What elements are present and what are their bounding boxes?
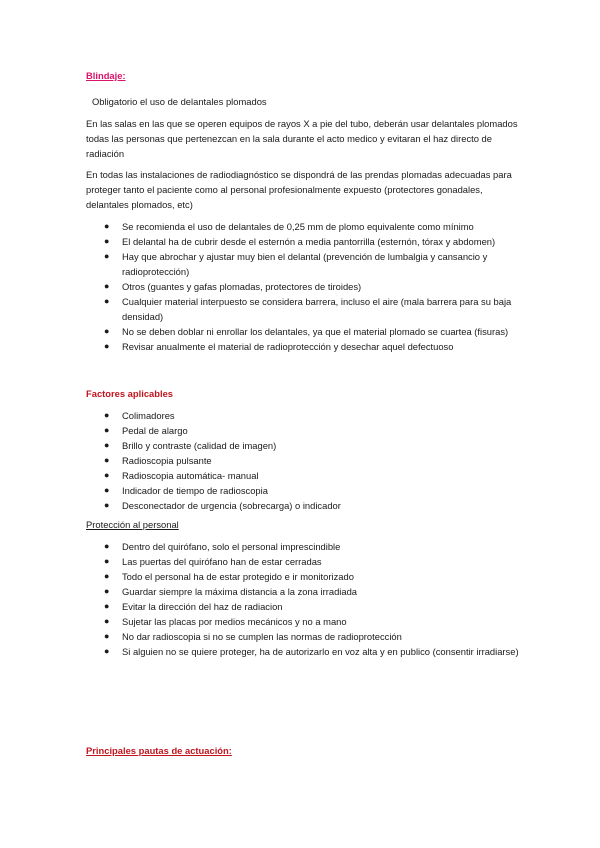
proteccion-list-block bbox=[86, 539, 526, 659]
blindaje-intro-block bbox=[86, 94, 526, 109]
list-item-text: Todo el personal ha de estar protegido e ir monitorizado bbox=[122, 571, 354, 582]
bullet-icon: ● bbox=[104, 425, 110, 435]
bullet-icon: ● bbox=[104, 571, 110, 581]
list-item-text: Si alguien no se quiere proteger, ha de autorizarlo en voz alta y en publico (consentir irradiarse) bbox=[122, 646, 519, 657]
list-item bbox=[86, 644, 526, 659]
list-item-text: Pedal de alargo bbox=[122, 425, 188, 436]
bullet-icon: ● bbox=[104, 485, 110, 495]
list-item-text: Desconectador de urgencia (sobrecarga) o indicador bbox=[122, 500, 341, 511]
blindaje-paragraph-2-block bbox=[86, 167, 526, 212]
list-item-text: Cualquier material interpuesto se considera barrera, incluso el aire (mala barrera para su baja densidad) bbox=[122, 296, 512, 322]
bullet-icon: ● bbox=[104, 601, 110, 611]
bullet-icon: ● bbox=[104, 221, 110, 231]
list-item bbox=[86, 219, 526, 234]
list-item bbox=[86, 339, 526, 354]
list-item-text: Otros (guantes y gafas plomadas, protectores de tiroides) bbox=[122, 281, 362, 292]
list-item bbox=[86, 438, 526, 453]
list-item-text: Indicador de tiempo de radioscopia bbox=[122, 485, 268, 496]
bullet-icon: ● bbox=[104, 236, 110, 246]
bullet-icon: ● bbox=[104, 631, 110, 641]
bullet-icon: ● bbox=[104, 500, 110, 510]
blindaje-list bbox=[86, 219, 526, 354]
bullet-icon: ● bbox=[104, 281, 110, 291]
bullet-icon: ● bbox=[104, 341, 110, 351]
list-item-text: Se recomienda el uso de delantales de 0,25 mm de plomo equivalente como mínimo bbox=[122, 221, 474, 232]
blindaje-paragraph-1: En las salas en las que se operen equipos de rayos X a pie del tubo, deberán usar delantales plomados todas las personas que pertenezcan en la sala durante el acto medico y evitaran el haz directo de radiación bbox=[86, 118, 518, 159]
heading-factores: Factores aplicables bbox=[86, 388, 174, 399]
section-blindaje bbox=[86, 68, 526, 83]
list-item bbox=[86, 468, 526, 483]
bullet-icon: ● bbox=[104, 455, 110, 465]
list-item-text: Hay que abrochar y ajustar muy bien el delantal (prevención de lumbalgia y cansancio y radioprotección) bbox=[122, 251, 488, 277]
proteccion-list bbox=[86, 539, 526, 659]
list-item-text: No dar radioscopia si no se cumplen las normas de radioprotección bbox=[122, 631, 402, 642]
list-item bbox=[86, 279, 526, 294]
list-item-text: Guardar siempre la máxima distancia a la zona irradiada bbox=[122, 586, 358, 597]
list-item bbox=[86, 539, 526, 554]
list-item-text: Colimadores bbox=[122, 410, 175, 421]
bullet-icon: ● bbox=[104, 251, 110, 261]
list-item bbox=[86, 498, 526, 513]
section-pautas bbox=[86, 743, 526, 758]
list-item-text: Las puertas del quirófano han de estar cerradas bbox=[122, 556, 322, 567]
list-item-text: Revisar anualmente el material de radioprotección y desechar aquel defectuoso bbox=[122, 341, 454, 352]
list-item bbox=[86, 423, 526, 438]
list-item bbox=[86, 483, 526, 498]
list-item bbox=[86, 554, 526, 569]
bullet-icon: ● bbox=[104, 586, 110, 596]
heading-blindaje: Blindaje: bbox=[86, 70, 126, 81]
bullet-icon: ● bbox=[104, 410, 110, 420]
list-item bbox=[86, 324, 526, 339]
blindaje-list-block bbox=[86, 219, 526, 354]
list-item bbox=[86, 599, 526, 614]
list-item-text: No se deben doblar ni enrollar los delantales, ya que el material plomado se cuartea (fisuras) bbox=[122, 326, 509, 337]
list-item-text: El delantal ha de cubrir desde el esternón a media pantorrilla (esternón, tórax y abdomen) bbox=[122, 236, 496, 247]
list-item-text: Evitar la dirección del haz de radiacion bbox=[122, 601, 283, 612]
list-item-text: Radioscopia pulsante bbox=[122, 455, 212, 466]
section-factores bbox=[86, 386, 526, 401]
blindaje-paragraph-2: En todas las instalaciones de radiodiagnóstico se dispondrá de las prendas plomadas adecuadas para proteger tanto el paciente como al personal profesionalmente expuesto (protectores gonadales, delantales plomados, etc) bbox=[86, 169, 512, 210]
heading-proteccion: Protección al personal bbox=[86, 519, 179, 530]
list-item-text: Brillo y contraste (calidad de imagen) bbox=[122, 440, 277, 451]
blindaje-paragraph-1-block bbox=[86, 116, 526, 161]
factores-list-block bbox=[86, 408, 526, 513]
list-item bbox=[86, 569, 526, 584]
list-item-text: Radioscopia automática- manual bbox=[122, 470, 259, 481]
bullet-icon: ● bbox=[104, 470, 110, 480]
bullet-icon: ● bbox=[104, 616, 110, 626]
blindaje-intro: Obligatorio el uso de delantales plomados bbox=[92, 96, 267, 107]
bullet-icon: ● bbox=[104, 556, 110, 566]
section-proteccion bbox=[86, 517, 526, 532]
list-item-text: Dentro del quirófano, solo el personal imprescindible bbox=[122, 541, 341, 552]
list-item bbox=[86, 584, 526, 599]
bullet-icon: ● bbox=[104, 541, 110, 551]
factores-list bbox=[86, 408, 526, 513]
bullet-icon: ● bbox=[104, 326, 110, 336]
list-item bbox=[86, 294, 526, 324]
list-item-text: Sujetar las placas por medios mecánicos y no a mano bbox=[122, 616, 347, 627]
list-item bbox=[86, 249, 526, 279]
list-item bbox=[86, 614, 526, 629]
list-item bbox=[86, 629, 526, 644]
bullet-icon: ● bbox=[104, 296, 110, 306]
list-item bbox=[86, 453, 526, 468]
heading-pautas: Principales pautas de actuación: bbox=[86, 745, 232, 756]
list-item bbox=[86, 408, 526, 423]
list-item bbox=[86, 234, 526, 249]
bullet-icon: ● bbox=[104, 646, 110, 656]
bullet-icon: ● bbox=[104, 440, 110, 450]
